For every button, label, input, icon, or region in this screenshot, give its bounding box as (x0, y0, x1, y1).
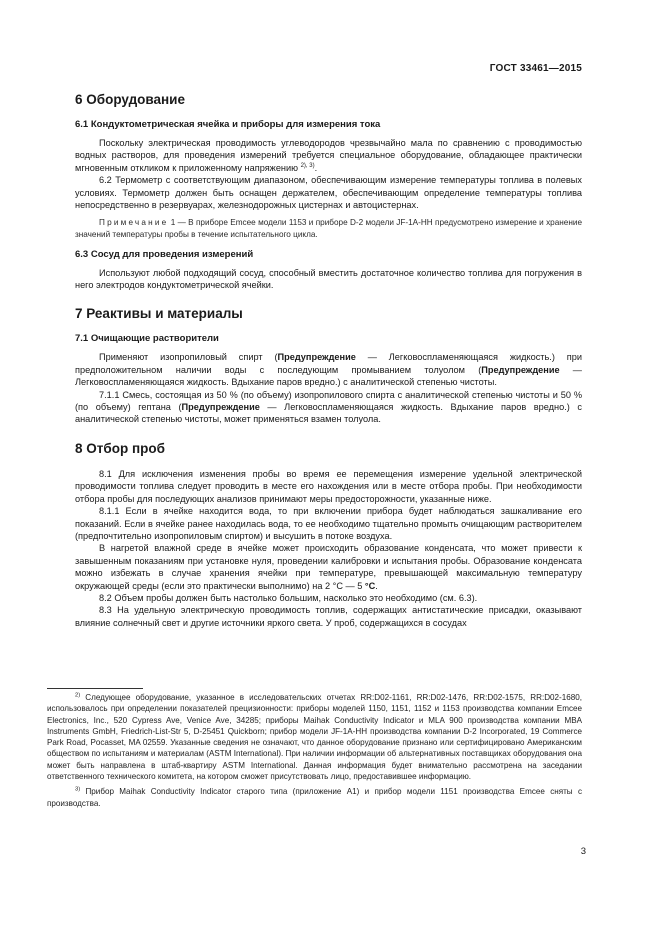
document-id-header: ГОСТ 33461—2015 (489, 63, 582, 74)
section-8-heading: 8 Отбор проб (75, 440, 165, 456)
section-7-heading: 7 Реактивы и материалы (75, 306, 243, 322)
page-number: 3 (580, 846, 586, 857)
subsection-7-1-heading: 7.1 Очищающие растворители (75, 333, 219, 345)
note-label: Примечание (99, 218, 169, 228)
footnotes (47, 692, 582, 813)
paragraph-6-2: 6.2 Термометр с соответствующим диапазоном, обеспечивающим измерение температуры топлива в полевых условиях. Термометр должен быть оснащен держателем, обеспечивающим определение температуры топлива непосредственно в резервуарах, железнодорожных цистернах и автоцистернах. (75, 175, 582, 211)
paragraph-8-1-1: 8.1.1 Если в ячейке находится вода, то при включении прибора будет наблюдаться зашкаливание его показаний. Если в ячейке ранее находилась вода, то ее необходимо тщательно промыть очищающим растворителем (предпочтительно изопропиловым спиртом) и высушить в потоке воздуха. (75, 506, 582, 541)
warning-label: Предупреждение (181, 402, 260, 413)
paragraph-7-1-1: 7.1.1 Смесь, состоящая из 50 % (по объему) изопропилового спирта с аналитической степенью чистоты и 50 % (по объему) гептана (Предупреждение — Легковоспламеняющаяся жидкость. Вдыхание паров вредно.) с аналитической степенью чистоты, может применяться взамен толуола. (75, 389, 582, 425)
footnote-divider (47, 688, 143, 689)
note-1: Примечание 1 — В приборе Emcee модели 1153 и приборе D-2 модели JF-1A-HH предусмотрено измерение и хранение значений температуры пробы в течение испытательного цикла. (75, 218, 582, 240)
paragraph-8-3: 8.3 На удельную электрическую проводимость топлив, содержащих антистатические присадки, оказывают влияние солнечный свет и другие источники яркого света. У проб, содержащихся в сосудах (75, 605, 582, 628)
paragraph-8-1: 8.1 Для исключения изменения пробы во время ее перемещения измерение удельной электрической проводимости топлива следует проводить в месте его нахождения или в месте отбора пробы. При необходимости отбора пробы для последующих анализов принимают меры предосторожности, указанные ниже. (75, 468, 582, 504)
paragraph-6-3: Используют любой подходящий сосуд, способный вместить достаточное количество топлива для погружения в него электродов кондуктометрической ячейки. (75, 267, 582, 291)
paragraph-6-1: Поскольку электрическая проводимость углеводородов чрезвычайно мала по сравнению с проводимостью водных растворов, для проведения измерений требуется специальное оборудование, обладающее практически мгновенным откликом к приложенному напряжению $^{2), 3)}$. (75, 138, 582, 173)
footnote-ref[interactable]: 2), 3) (300, 162, 315, 169)
warning-label: Предупреждение (277, 352, 356, 363)
paragraph-8-2: 8.2 Объем пробы должен быть настолько большим, насколько это необходимо (см. 6.3). (99, 592, 478, 603)
paragraph-7-1: Применяют изопропиловый спирт (Предупреждение — Легковоспламеняющаяся жидкость.) при предположительном наличии воды с последующим промыванием толуолом (Предупреждение — Легковоспламеняющаяся жидкость. Вдыхание паров вредно.) с аналитической степенью чистоты. (75, 352, 582, 388)
section-6-heading: 6 Оборудование (75, 92, 185, 107)
main-content (75, 92, 582, 629)
footnote-3: $^{3)}$ Прибор Maihak Conductivity Indicator старого типа (приложение А1) и прибор модели 1151 производства Emcee сняты с производства. (47, 786, 582, 808)
subsection-6-1-heading: 6.1 Кондуктометрическая ячейка и приборы для измерения тока (75, 119, 381, 130)
footnote-2: $^{2)}$ Следующее оборудование, указанное в исследовательских отчетах RR:D02-1161, RR:D02-1476, RR:D02-1575, RR:D02-1680, использовалось при определении показателей прецизионности: приборы моделей 1150, 1151, 1152 и 1153 производства компании Emcee Electronics, Inc., 520 Cypress Ave, Venice Ave, 34285; приборы Maihak Conductivity Indicator и MLA 900 производства компании MBA Instruments GmbH, Friedrich-List-Str 5, D-25451 Quickborn; прибор модели JF-1A-HH производства компании D-2 Incorporated, 19 Commerce Park Road, Pocasset, MA 02559. Указанные сведения не означают, что данное оборудование признано или сертифицировано Американским обществом по испытаниям и материалам (ASTM International). При наличии информации об альтернативных поставщиках оборудования она может быть направлена в штаб-квартиру ASTM International. Данная информация будет внимательно рассмотрена на заседании ответственного технического комитета, на котором сможет присутствовать лицо, предоставившее информацию. (47, 692, 582, 782)
warning-label: Предупреждение (481, 364, 560, 375)
subsection-6-3-heading: 6.3 Сосуд для проведения измерений (75, 248, 254, 260)
paragraph-condensate: В нагретой влажной среде в ячейке может происходить образование конденсата, что может привести к завышенным показаниям при установке нуля, проведении калибровки и испытания пробы. Образование конденсата можно избежать в случае хранения ячейки при температуре, превышающей максимальную температуру окружающей среды (если это практически выполнимо) на 2 °С — 5 °С. (75, 543, 582, 591)
